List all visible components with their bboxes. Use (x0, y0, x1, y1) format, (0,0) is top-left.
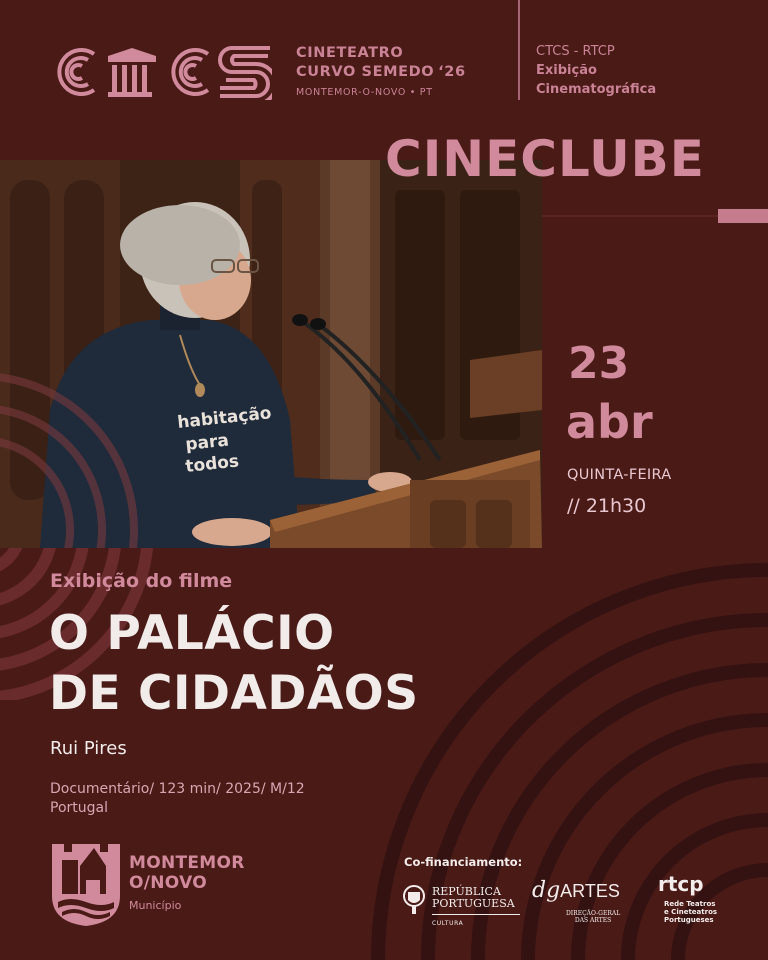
rtcp-mark: rtcp (658, 872, 704, 896)
film-details (50, 780, 305, 818)
accent-bar (718, 209, 768, 223)
season-year: ‘26 (438, 64, 466, 80)
event-photo (0, 160, 542, 548)
cofinancing-label: Co-financiamento: (404, 855, 523, 869)
dg-mark: dg (532, 878, 561, 903)
theatre-name (296, 44, 506, 82)
municipality-line1: MONTEMOR (129, 853, 245, 873)
municipality-sub: Município (129, 899, 182, 912)
tshirt-print-line1: habitação (176, 403, 273, 433)
header-divider (518, 0, 520, 100)
film-title-line1: O PALÁCIO (49, 606, 335, 661)
tshirt-print-line2: para (184, 430, 230, 455)
republica-emblem-icon (402, 884, 426, 914)
accent-line (542, 215, 718, 217)
ctcs-logo (50, 44, 272, 100)
film-title (49, 604, 419, 724)
municipality-name (129, 853, 245, 893)
film-intro: Exibição do filme (50, 570, 233, 592)
network-line3: Cinematográfica (536, 82, 657, 97)
municipality-line2: O/NOVO (129, 873, 207, 893)
film-director: Rui Pires (50, 738, 127, 759)
dg-sub-line1: DIREÇÃO-GERAL (566, 910, 621, 917)
rtcp-sub-line3: Portugueses (664, 916, 714, 924)
republica-sub: CULTURA (432, 920, 464, 927)
event-weekday: QUINTA-FEIRA (567, 467, 672, 483)
theatre-name-line1: CINETEATRO (296, 45, 404, 61)
rtcp-sub-line2: e Cineteatros (664, 908, 718, 916)
republica-rule (432, 914, 520, 915)
rtcp-logo (650, 872, 730, 932)
film-details-line: Documentário/ 123 min/ 2025/ M/12 (50, 781, 305, 797)
republica-line2: PORTUGUESA (432, 897, 515, 910)
event-time: // 21h30 (567, 495, 647, 517)
dg-artes: ARTES (560, 881, 620, 901)
network-info (536, 42, 656, 99)
film-country: Portugal (50, 800, 108, 816)
network-line1: CTCS - RTCP (536, 44, 615, 59)
section-title: CINECLUBE (385, 130, 705, 188)
dgartes-logo (532, 878, 632, 930)
event-month: abr (566, 395, 653, 449)
theatre-name-line2: CURVO SEMEDO (296, 64, 435, 80)
tshirt-print-line3: todos (184, 451, 241, 477)
theatre-location: MONTEMOR-O-NOVO • PT (296, 87, 433, 98)
film-title-line2: DE CIDADÃOS (49, 666, 419, 721)
dg-sub-line2: DAS ARTES (574, 917, 612, 924)
rtcp-sub-line1: Rede Teatros (664, 900, 716, 908)
republica-line1: REPÚBLICA (432, 885, 501, 898)
network-line2: Exibição (536, 63, 597, 78)
republica-portuguesa-logo (402, 880, 522, 930)
municipality-crest-icon (50, 836, 122, 928)
event-day: 23 (568, 338, 630, 389)
